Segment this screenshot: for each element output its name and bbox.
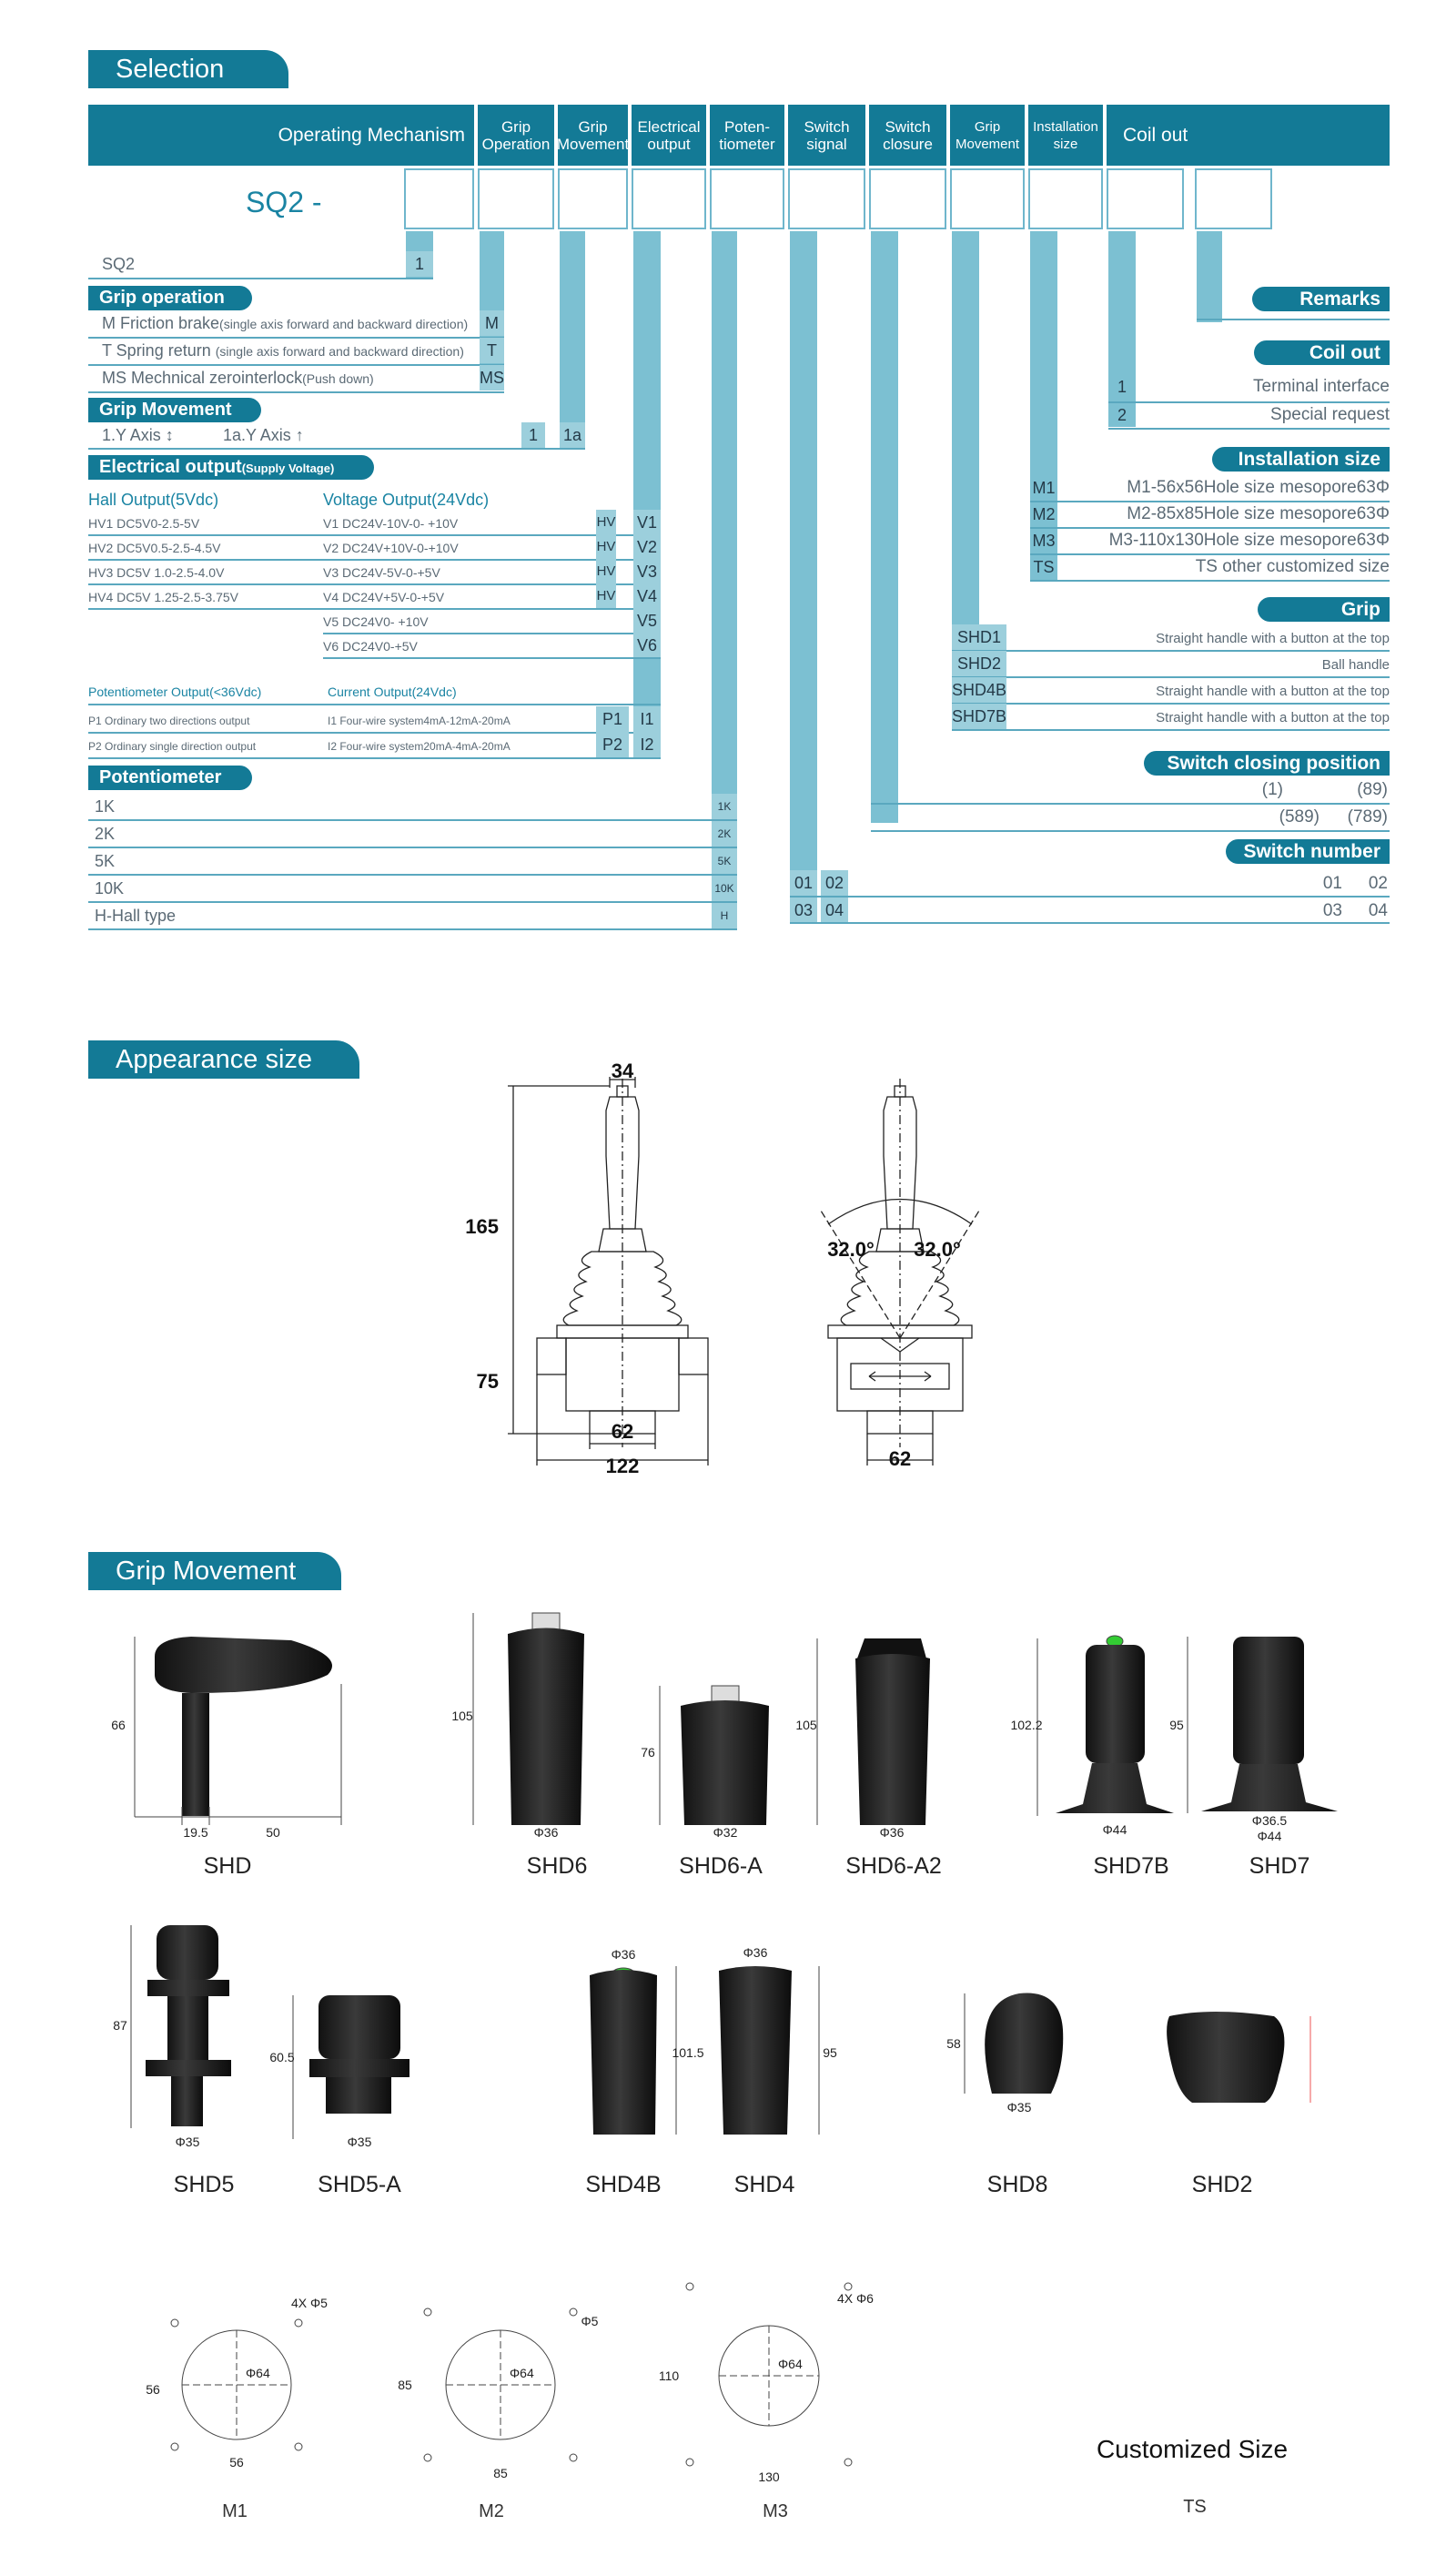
- pot-code: 2K: [712, 821, 737, 847]
- m2-dim-64: Φ64: [510, 2366, 534, 2380]
- v-code: V5: [633, 608, 661, 634]
- select-box-4[interactable]: [632, 168, 706, 229]
- voltage-row: V4 DC24V+5V-0-+5V: [323, 590, 445, 604]
- inst-line: [1030, 580, 1390, 582]
- pot-line: [88, 874, 737, 876]
- pot-line: [88, 928, 737, 930]
- voltage-row: V5 DC24V0- +10V: [323, 614, 429, 629]
- inst-line: [1030, 501, 1390, 502]
- elec-line: [88, 534, 661, 536]
- caption-shd8: SHD8: [986, 2172, 1048, 2197]
- v-code: V4: [633, 583, 661, 609]
- switch-closing-589: (589): [1279, 807, 1320, 827]
- cur-header: Current Output(24Vdc): [328, 685, 457, 699]
- grip-title: Grip: [1258, 597, 1390, 622]
- v-code: V2: [633, 534, 661, 560]
- shd6-dim-105: 105: [451, 1709, 473, 1723]
- shd7b-dim-44: Φ44: [1102, 1822, 1127, 1837]
- switch-number-line-1: [790, 896, 1390, 898]
- remarks-title: Remarks: [1252, 287, 1390, 311]
- elec-line: [88, 732, 661, 734]
- pot-code: 1K: [712, 794, 737, 819]
- grip-line: [952, 729, 1390, 731]
- switch-closing-line-2: [871, 830, 1390, 832]
- m1-dim-56h: 56: [229, 2455, 244, 2470]
- m3-dim-110: 110: [658, 2368, 680, 2383]
- caption-shd4b: SHD4B: [585, 2172, 662, 2197]
- caption-shd7b: SHD7B: [1093, 1853, 1169, 1879]
- select-box-9[interactable]: [1028, 168, 1103, 229]
- hall-row: HV2 DC5V0.5-2.5-4.5V: [88, 541, 221, 555]
- inst-item: M3-110x130Hole size mesopore63Φ: [1108, 531, 1390, 550]
- grip-code: SHD2: [952, 651, 1006, 676]
- section-tab-grip-movement: Grip Movement: [88, 1552, 341, 1590]
- pot-item: 2K: [95, 825, 116, 843]
- m3-dim-130: 130: [758, 2470, 780, 2484]
- pot-code: H: [712, 903, 737, 928]
- caption-shd6: SHD6: [526, 1853, 588, 1879]
- voltage-row: V2 DC24V+10V-0-+10V: [323, 541, 459, 555]
- shd7-dim-36-5: Φ36.5: [1251, 1813, 1288, 1828]
- select-box-1[interactable]: [404, 168, 474, 229]
- header-electrical-output: Electrical output: [632, 105, 706, 166]
- hv-code: HV: [596, 583, 616, 609]
- header-coil-out: Coil out: [1107, 105, 1390, 166]
- shd7b-dim-102: 102.2: [1010, 1718, 1043, 1732]
- header-potentiometer: Poten-tiometer: [710, 105, 784, 166]
- shd5-dim-87: 87: [113, 2018, 127, 2033]
- elec-line: [88, 559, 661, 561]
- switch-number-line-2: [790, 922, 1390, 924]
- coil-item-2: Special request: [1270, 405, 1390, 424]
- coil-line-1: [1108, 401, 1390, 403]
- shd4-dim-36: Φ36: [743, 1945, 768, 1960]
- p-code: P1: [596, 706, 629, 732]
- pot-row: P1 Ordinary two directions output: [88, 715, 250, 727]
- potentiometer-title: Potentiometer: [88, 766, 252, 790]
- grips-drawing: [91, 1602, 1401, 2531]
- inst-line: [1030, 553, 1390, 555]
- shd-dim-50: 50: [266, 1825, 280, 1840]
- sq2-label: SQ2: [102, 255, 136, 273]
- appearance-drawing: [465, 1060, 992, 1547]
- switch-number-02: 02: [1368, 874, 1388, 893]
- caption-m2: M2: [479, 2501, 504, 2521]
- shd5-dim-35: Φ35: [175, 2135, 200, 2149]
- header-grip-movement: Grip Movement: [558, 105, 628, 166]
- inst-code: TS: [1033, 558, 1055, 576]
- grip-movement-title: Grip Movement: [88, 398, 261, 422]
- pot-item: 10K: [95, 879, 125, 898]
- voltage-header: Voltage Output(24Vdc): [323, 491, 490, 509]
- v-code: V1: [633, 510, 661, 535]
- p-code: P2: [596, 732, 629, 757]
- m3-dim-64: Φ64: [778, 2357, 803, 2371]
- bar-electrical: [633, 231, 661, 757]
- hall-header: Hall Output(5Vdc): [88, 491, 219, 509]
- model-prefix: SQ2 -: [246, 186, 322, 218]
- caption-shd6-a: SHD6-A: [679, 1853, 763, 1879]
- grip-line: [952, 703, 1390, 705]
- shd8-dim-35: Φ35: [1006, 2100, 1032, 2115]
- switch-code-01: 01: [790, 870, 817, 896]
- cur-row: I1 Four-wire system4mA-12mA-20mA: [328, 715, 511, 727]
- caption-m1: M1: [222, 2501, 248, 2521]
- dim-34: 34: [611, 1060, 634, 1082]
- inst-code: M1: [1032, 479, 1056, 497]
- hall-row: HV1 DC5V0-2.5-5V: [88, 516, 200, 531]
- i-code: I2: [633, 732, 661, 757]
- coil-item-1: Terminal interface: [1253, 377, 1390, 396]
- m1-dim-64: Φ64: [246, 2366, 270, 2380]
- caption-shd5: SHD5: [173, 2172, 235, 2197]
- grip-op-line-3: [88, 391, 504, 393]
- grip-code: SHD7B: [952, 704, 1006, 729]
- grip-item: Straight handle with a button at the top: [1156, 684, 1390, 699]
- caption-shd7: SHD7: [1249, 1853, 1310, 1879]
- grip-movement-b: 1a.Y Axis ↑: [223, 426, 304, 444]
- inst-item: TS other customized size: [1195, 557, 1390, 576]
- grip-op-m-code: M: [480, 310, 504, 336]
- bar-switch-closure: [871, 231, 898, 823]
- select-box-5[interactable]: [710, 168, 784, 229]
- switch-closing-line-1: [871, 803, 1390, 805]
- grip-op-line-2: [88, 364, 504, 366]
- shd5a-dim-60-5: 60.5: [269, 2050, 295, 2064]
- caption-m3: M3: [763, 2501, 788, 2521]
- grip-item: Straight handle with a button at the top: [1156, 631, 1390, 646]
- caption-shd4: SHD4: [733, 2172, 795, 2197]
- switch-number-03: 03: [1322, 901, 1342, 920]
- shd6a-dim-32: Φ32: [713, 1825, 738, 1840]
- dim-165: 165: [465, 1215, 499, 1238]
- header-operating-mechanism: Operating Mechanism: [88, 105, 474, 166]
- hall-row: HV4 DC5V 1.25-2.5-3.75V: [88, 590, 238, 604]
- m2-dim-85v: 85: [398, 2378, 412, 2392]
- pot-code: 10K: [712, 876, 737, 901]
- dim-side-62: 62: [888, 1447, 912, 1470]
- grip-movement-line: [88, 448, 585, 450]
- inst-line: [1030, 527, 1390, 529]
- switch-number-title: Switch number: [1226, 839, 1390, 864]
- grip-op-ms: MS Mechnical zerointerlock(Push down): [102, 369, 374, 387]
- inst-item: M1-56x56Hole size mesopore63Φ: [1127, 478, 1390, 497]
- header-grip-movement-2: Grip Movement: [950, 105, 1025, 166]
- grip-item: Ball handle: [1321, 657, 1390, 673]
- dim-angle-left: 32.0°: [827, 1238, 875, 1261]
- caption-shd2: SHD2: [1191, 2172, 1253, 2197]
- cur-row: I2 Four-wire system20mA-4mA-20mA: [328, 740, 511, 753]
- switch-number-04: 04: [1368, 901, 1388, 920]
- dim-angle-right: 32.0°: [914, 1238, 961, 1261]
- elec-line: [88, 583, 661, 585]
- shd4-dim-95: 95: [823, 2045, 837, 2060]
- select-box-11[interactable]: [1195, 168, 1272, 229]
- m1-dim-holes: 4X Φ5: [291, 2296, 328, 2310]
- grip-op-m: M Friction brake(single axis forward and backward direction): [102, 314, 469, 332]
- grip-op-line-1: [88, 337, 504, 339]
- grip-item: Straight handle with a button at the top: [1156, 710, 1390, 725]
- pot-header: Potentiometer Output(<36Vdc): [88, 685, 262, 699]
- select-box-10[interactable]: [1107, 168, 1184, 229]
- voltage-row: V6 DC24V0-+5V: [323, 639, 418, 654]
- caption-shd: SHD: [203, 1853, 252, 1879]
- switch-closing-title: Switch closing position: [1144, 751, 1390, 776]
- pot-line: [88, 847, 737, 848]
- select-box-6[interactable]: [788, 168, 865, 229]
- pot-code: 5K: [712, 848, 737, 874]
- switch-code-03: 03: [790, 898, 817, 923]
- voltage-row: V3 DC24V-5V-0-+5V: [323, 565, 440, 580]
- switch-closing-1: (1): [1261, 780, 1283, 799]
- pot-line: [88, 819, 737, 821]
- grip-line: [952, 650, 1390, 652]
- select-box-3[interactable]: [558, 168, 628, 229]
- v-code: V3: [633, 559, 661, 584]
- grip-op-t-code: T: [480, 338, 504, 363]
- switch-number-01: 01: [1322, 874, 1342, 893]
- grip-code: SHD1: [952, 624, 1006, 650]
- shd6-dim-36: Φ36: [533, 1825, 559, 1840]
- m2-dim-5: Φ5: [581, 2314, 599, 2328]
- grip-movement-a: 1.Y Axis ↕: [102, 426, 174, 444]
- select-box-8[interactable]: [950, 168, 1025, 229]
- dim-75: 75: [476, 1370, 499, 1393]
- coil-code-1: 1: [1117, 378, 1127, 396]
- grip-op-t: T Spring return (single axis forward and backward direction): [102, 341, 464, 360]
- shd6a2-dim-36: Φ36: [879, 1825, 905, 1840]
- switch-closing-89: (89): [1357, 780, 1388, 799]
- elec-line: [88, 757, 661, 759]
- caption-shd5-a: SHD5-A: [318, 2172, 401, 2197]
- pot-line: [88, 901, 737, 903]
- grip-movement-code-1a: 1a: [560, 422, 585, 448]
- shd4b-dim-101: 101.5: [672, 2045, 704, 2060]
- remarks-line: [1197, 319, 1390, 320]
- dim-62: 62: [611, 1420, 634, 1443]
- section-tab-selection: Selection: [88, 50, 288, 88]
- shd7-dim-95: 95: [1169, 1718, 1184, 1732]
- voltage-row: V1 DC24V-10V-0- +10V: [323, 516, 459, 531]
- switch-code-02: 02: [821, 870, 848, 896]
- hv-code: HV: [596, 510, 616, 535]
- inst-code: M2: [1032, 505, 1056, 523]
- bar-remarks: [1197, 231, 1222, 322]
- grip-line: [952, 676, 1390, 678]
- shd6a-dim-76: 76: [641, 1745, 655, 1760]
- i-code: I1: [633, 706, 661, 732]
- shd4b-dim-36: Φ36: [611, 1947, 636, 1962]
- dim-122: 122: [605, 1455, 640, 1477]
- grip-operation-title: Grip operation: [88, 286, 252, 310]
- header-switch-signal: Switch signal: [788, 105, 865, 166]
- header-switch-closure: Switch closure: [869, 105, 946, 166]
- coil-line-2: [1108, 428, 1390, 430]
- select-box-2[interactable]: [478, 168, 554, 229]
- inst-code: M3: [1032, 532, 1056, 550]
- customized-size-title: Customized Size: [1096, 2435, 1289, 2463]
- header-grip-operation: Grip Operation: [478, 105, 554, 166]
- section-tab-appearance: Appearance size: [88, 1040, 359, 1079]
- inst-item: M2-85x85Hole size mesopore63Φ: [1127, 504, 1390, 523]
- switch-closing-789: (789): [1347, 807, 1388, 827]
- grip-code: SHD4B: [952, 677, 1006, 703]
- caption-shd6-a2: SHD6-A2: [845, 1853, 942, 1879]
- shd7-dim-44: Φ44: [1257, 1829, 1282, 1843]
- hv-code: HV: [596, 559, 616, 584]
- shd6a2-dim-105: 105: [795, 1718, 817, 1732]
- select-box-7[interactable]: [869, 168, 946, 229]
- electrical-output-title: Electrical output(Supply Voltage): [88, 455, 374, 480]
- elec-line: [323, 657, 661, 659]
- m2-dim-85h: 85: [493, 2466, 508, 2480]
- shd-dim-19-5: 19.5: [183, 1825, 208, 1840]
- pot-item: 1K: [95, 797, 116, 816]
- pot-item: H-Hall type: [95, 907, 177, 925]
- caption-ts: TS: [1183, 2497, 1207, 2517]
- hall-row: HV3 DC5V 1.0-2.5-4.0V: [88, 565, 225, 580]
- grip-op-ms-code: MS: [480, 365, 504, 390]
- installation-title: Installation size: [1212, 447, 1390, 472]
- bar-grip-movement: [560, 231, 585, 448]
- hv-code: HV: [596, 534, 616, 560]
- elec-line: [88, 704, 661, 705]
- m1-dim-56v: 56: [146, 2382, 160, 2397]
- shd5a-dim-35: Φ35: [347, 2135, 372, 2149]
- pot-item: 5K: [95, 852, 116, 870]
- bar-switch-signal: [790, 231, 817, 921]
- pot-row: P2 Ordinary single direction output: [88, 740, 257, 753]
- switch-code-04: 04: [821, 898, 848, 923]
- sq2-underline: [88, 278, 433, 279]
- m3-dim-holes: 4X Φ6: [837, 2291, 874, 2306]
- elec-line: [323, 633, 661, 634]
- shd-dim-66: 66: [111, 1718, 126, 1732]
- coil-out-title: Coil out: [1254, 340, 1390, 365]
- header-installation-size: Installation size: [1028, 105, 1103, 166]
- elec-line: [88, 608, 661, 610]
- grip-movement-code-1: 1: [521, 422, 545, 448]
- coil-code-2: 2: [1117, 406, 1127, 424]
- v-code: V6: [633, 633, 661, 658]
- sq2-code: 1: [406, 251, 433, 277]
- shd8-dim-58: 58: [946, 2036, 961, 2051]
